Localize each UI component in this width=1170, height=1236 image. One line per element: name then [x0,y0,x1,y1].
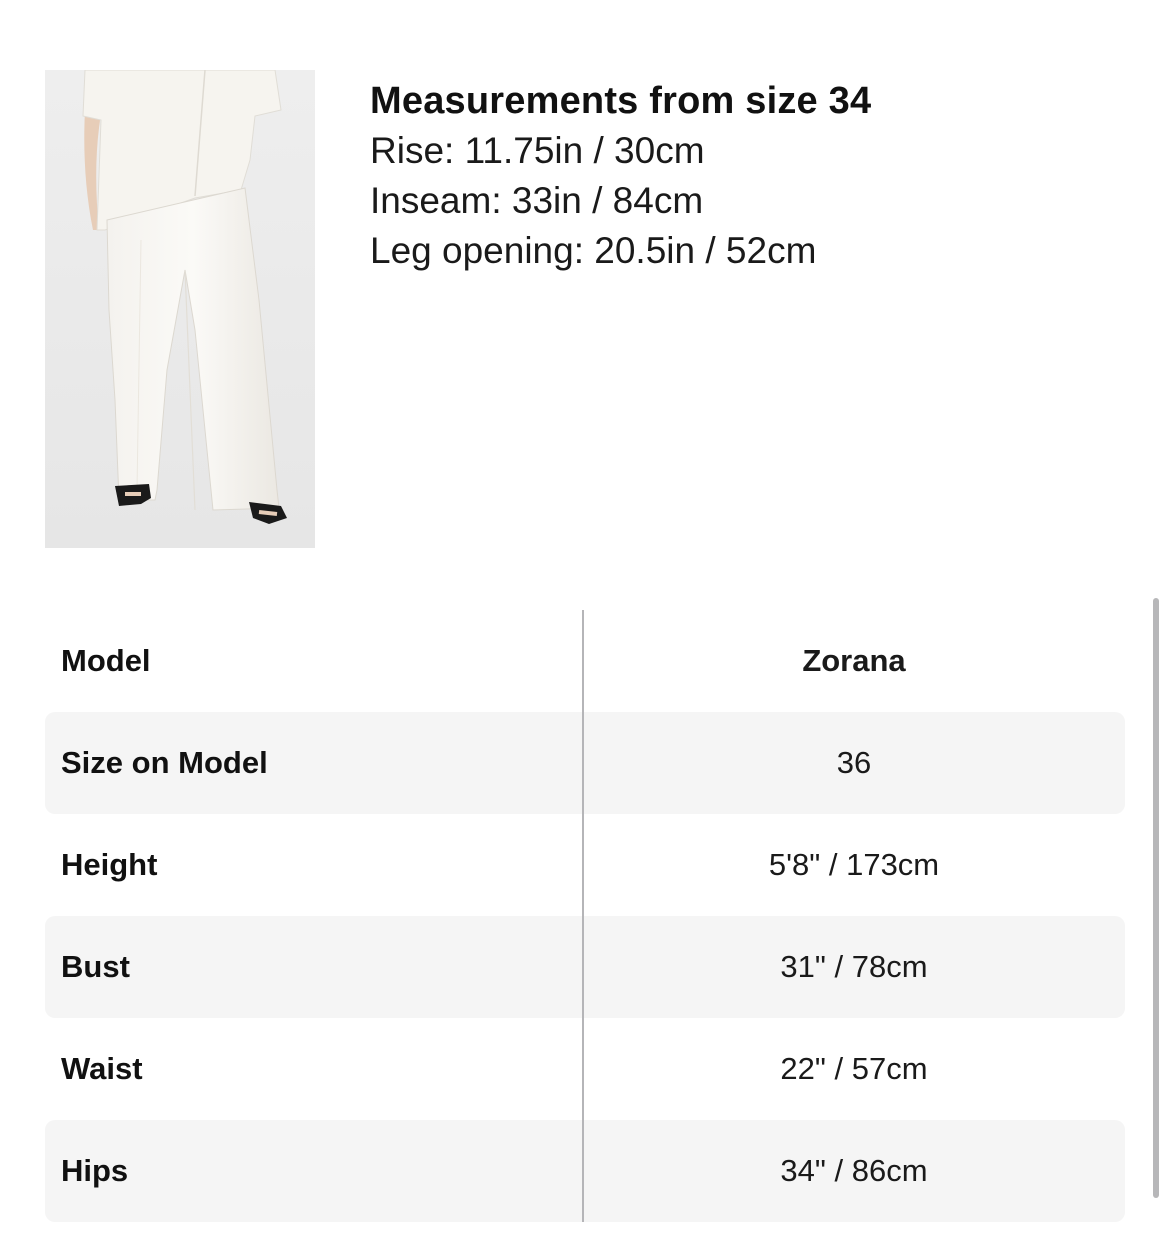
table-row [45,1018,1125,1120]
table-header-label: Model [61,643,151,678]
table-row [45,1120,1125,1222]
model-info-table [45,610,1125,1222]
row-label-hips: Hips [61,1153,129,1188]
row-label-size-on-model: Size on Model [61,745,268,780]
table-header-row [45,610,1125,712]
table-column-divider [582,610,584,1222]
measurement-leg-opening: Leg opening: 20.5in / 52cm [370,230,817,271]
row-label-bust: Bust [61,949,130,984]
row-value-hips: 34" / 86cm [780,1153,928,1188]
row-value-waist: 22" / 57cm [780,1051,928,1086]
row-value-size-on-model: 36 [836,745,872,780]
model-wearing-white-pants-image [45,70,315,548]
row-label-waist: Waist [61,1051,143,1086]
table-row [45,916,1125,1018]
row-value-bust: 31" / 78cm [780,949,928,984]
table-header-value: Zorana [802,643,906,678]
row-label-height: Height [61,847,158,882]
row-value-height: 5'8" / 173cm [768,847,940,882]
product-image[interactable] [45,70,315,548]
measurement-inseam: Inseam: 33in / 84cm [370,180,704,221]
table-row [45,814,1125,916]
measurement-rise: Rise: 11.75in / 30cm [370,130,705,171]
measurements-title: Measurements from size 34 [370,80,872,122]
measurements-section [370,76,871,276]
vertical-scrollbar[interactable] [1153,598,1159,1198]
table-row [45,712,1125,814]
